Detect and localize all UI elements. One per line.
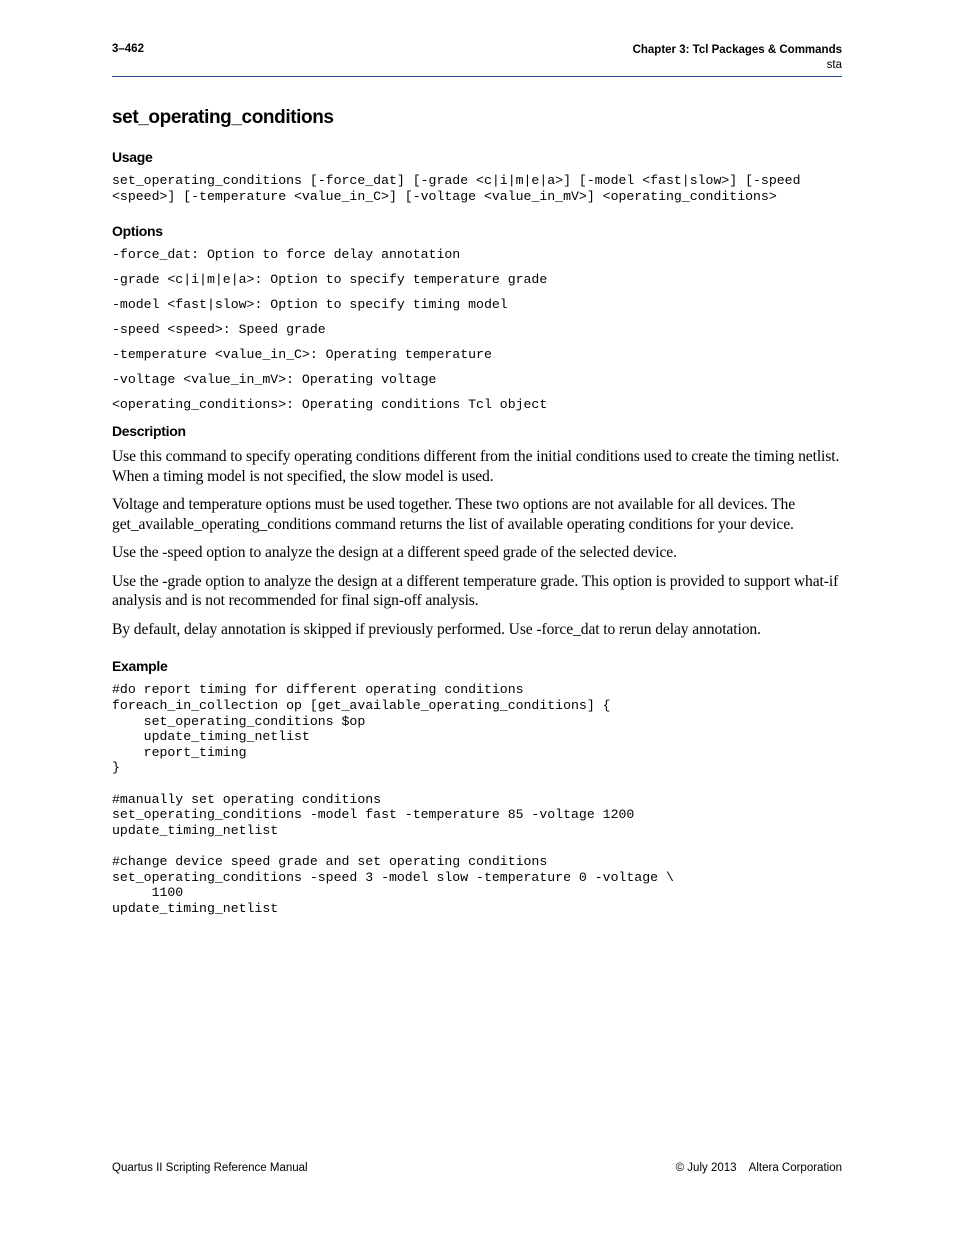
option-item: <operating_conditions>: Operating conditions Tcl object <box>112 397 548 413</box>
section-name: sta <box>826 59 842 71</box>
description-heading: Description <box>112 423 186 440</box>
description-paragraph: By default, delay annotation is skipped if previously performed. Use -force_dat to rerun delay annotation. <box>112 620 761 638</box>
description-paragraph: Use the -speed option to analyze the design at a different speed grade of the selected device. <box>112 544 677 562</box>
description-paragraph: Voltage and temperature options must be used together. These two options are not available for all devices. The get_available_operating_conditions command returns the list of available operating conditions for your device. <box>112 496 796 533</box>
description-body <box>112 447 847 639</box>
usage-heading: Usage <box>112 149 153 165</box>
description-paragraph: Use the -grade option to analyze the design at a different temperature grade. This option is provided to support what-if analysis and is not recommended for final sign-off analysis. <box>112 572 839 610</box>
usage-syntax: set_operating_conditions [-force_dat] [-grade <c|i|m|e|a>] [-model <fast|slow>] [-speed <speed>] [-temperature <value_in_C>] [-voltage <value_in_mV>] <operating_conditions> <box>112 173 801 204</box>
footer-manual-title: Quartus II Scripting Reference Manual <box>112 1162 308 1174</box>
example-heading: Example <box>112 658 168 675</box>
page-number: 3–462 <box>112 43 144 55</box>
chapter-title: Chapter 3: Tcl Packages & Commands <box>632 44 842 56</box>
description-paragraph: Use this command to specify operating conditions different from the initial conditions used to create the timing netlist. When a timing model is not specified, the slow model is used. <box>112 448 840 485</box>
option-item: -speed <speed>: Speed grade <box>112 322 326 338</box>
options-heading: Options <box>112 223 163 240</box>
page-title: set_operating_conditions <box>112 107 334 128</box>
option-item: -force_dat: Option to force delay annotation <box>112 247 461 263</box>
option-item: -grade <c|i|m|e|a>: Option to specify temperature grade <box>112 272 548 288</box>
example-code: #do report timing for different operating conditions foreach_in_collection op [get_available_operating_conditions] { set_operating_conditions $op update_timing_netlist report_timing } #manually set operating conditions set_operating_conditions -model fast -temperature 85 -voltage 1200 update_timing_netlist #change device speed grade and set operating conditions set_operating_conditions -speed 3 -model slow -temperature 0 -voltage \ 1100 update_timing_netlist <box>112 682 674 916</box>
footer-copyright: © July 2013 Altera Corporation <box>675 1162 842 1174</box>
header-rule <box>112 76 842 77</box>
option-item: -voltage <value_in_mV>: Operating voltage <box>112 372 437 388</box>
option-item: -temperature <value_in_C>: Operating temperature <box>112 347 492 363</box>
option-item: -model <fast|slow>: Option to specify timing model <box>112 297 508 313</box>
options-list <box>112 247 847 413</box>
main-content <box>112 104 847 916</box>
running-header <box>633 43 842 73</box>
